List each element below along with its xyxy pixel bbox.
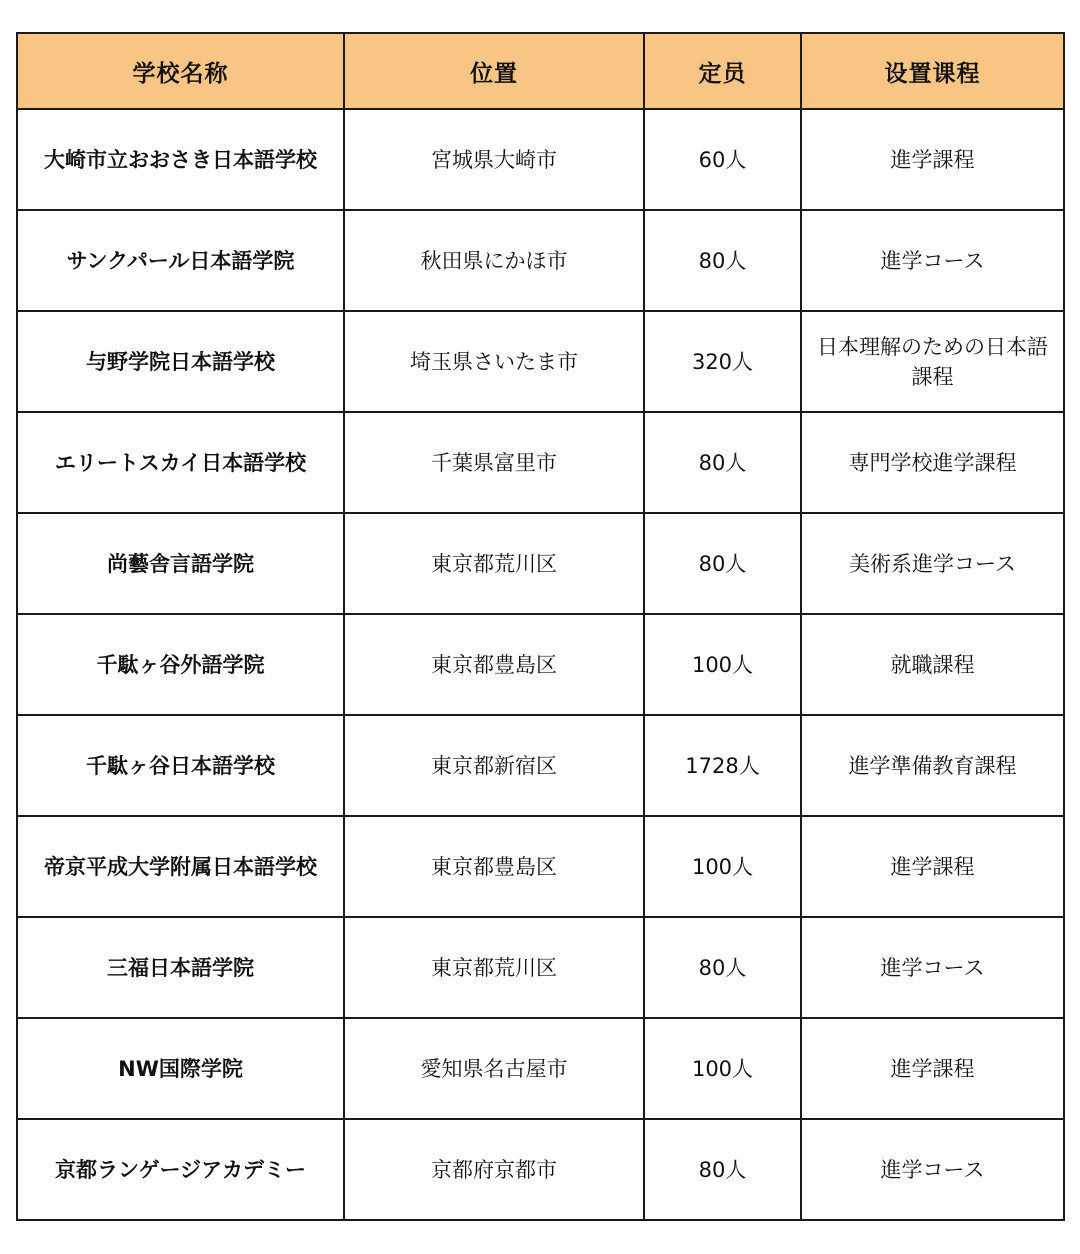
cell-capacity: 100人 <box>644 816 801 917</box>
cell-capacity: 100人 <box>644 1018 801 1119</box>
cell-capacity: 1728人 <box>644 715 801 816</box>
cell-courses: 進学コース <box>801 1119 1064 1220</box>
cell-courses: 進学課程 <box>801 816 1064 917</box>
cell-location: 東京都豊島区 <box>344 816 644 917</box>
cell-location: 東京都豊島区 <box>344 614 644 715</box>
cell-school-name: 三福日本語学院 <box>17 917 344 1018</box>
cell-school-name: 千駄ヶ谷日本語学校 <box>17 715 344 816</box>
table-row <box>17 816 1064 917</box>
table-row <box>17 109 1064 210</box>
cell-courses: 日本理解のための日本語課程 <box>801 311 1064 412</box>
table-row <box>17 715 1064 816</box>
table-row <box>17 1119 1064 1220</box>
cell-capacity: 80人 <box>644 513 801 614</box>
table-row <box>17 917 1064 1018</box>
cell-courses: 美術系進学コース <box>801 513 1064 614</box>
cell-school-name: 千駄ヶ谷外語学院 <box>17 614 344 715</box>
table-row <box>17 614 1064 715</box>
cell-location: 千葉県富里市 <box>344 412 644 513</box>
table-row <box>17 1018 1064 1119</box>
cell-capacity: 320人 <box>644 311 801 412</box>
table-row <box>17 210 1064 311</box>
cell-school-name: 与野学院日本語学校 <box>17 311 344 412</box>
cell-location: 東京都荒川区 <box>344 513 644 614</box>
cell-school-name: 帝京平成大学附属日本語学校 <box>17 816 344 917</box>
cell-capacity: 60人 <box>644 109 801 210</box>
cell-school-name: 京都ランゲージアカデミー <box>17 1119 344 1220</box>
cell-location: 東京都荒川区 <box>344 917 644 1018</box>
header-courses: 设置课程 <box>801 33 1064 109</box>
cell-courses: 進学課程 <box>801 1018 1064 1119</box>
school-table <box>16 32 1065 1221</box>
header-capacity: 定员 <box>644 33 801 109</box>
cell-capacity: 80人 <box>644 412 801 513</box>
cell-school-name: サンクパール日本語学院 <box>17 210 344 311</box>
cell-capacity: 80人 <box>644 210 801 311</box>
table-row <box>17 513 1064 614</box>
header-location: 位置 <box>344 33 644 109</box>
table-header-row <box>17 33 1064 109</box>
cell-location: 秋田県にかほ市 <box>344 210 644 311</box>
cell-courses: 就職課程 <box>801 614 1064 715</box>
cell-school-name: NW国際学院 <box>17 1018 344 1119</box>
cell-location: 宮城県大崎市 <box>344 109 644 210</box>
cell-school-name: 大崎市立おおさき日本語学校 <box>17 109 344 210</box>
cell-courses: 進学コース <box>801 917 1064 1018</box>
cell-courses: 専門学校進学課程 <box>801 412 1064 513</box>
cell-capacity: 100人 <box>644 614 801 715</box>
cell-school-name: 尚藝舎言語学院 <box>17 513 344 614</box>
cell-capacity: 80人 <box>644 1119 801 1220</box>
cell-location: 愛知県名古屋市 <box>344 1018 644 1119</box>
cell-courses: 進学準備教育課程 <box>801 715 1064 816</box>
cell-courses: 進学コース <box>801 210 1064 311</box>
school-table-container <box>16 32 1063 1221</box>
header-school-name: 学校名称 <box>17 33 344 109</box>
table-row <box>17 311 1064 412</box>
cell-location: 東京都新宿区 <box>344 715 644 816</box>
table-row <box>17 412 1064 513</box>
cell-location: 京都府京都市 <box>344 1119 644 1220</box>
cell-location: 埼玉県さいたま市 <box>344 311 644 412</box>
cell-school-name: エリートスカイ日本語学校 <box>17 412 344 513</box>
cell-courses: 進学課程 <box>801 109 1064 210</box>
cell-capacity: 80人 <box>644 917 801 1018</box>
